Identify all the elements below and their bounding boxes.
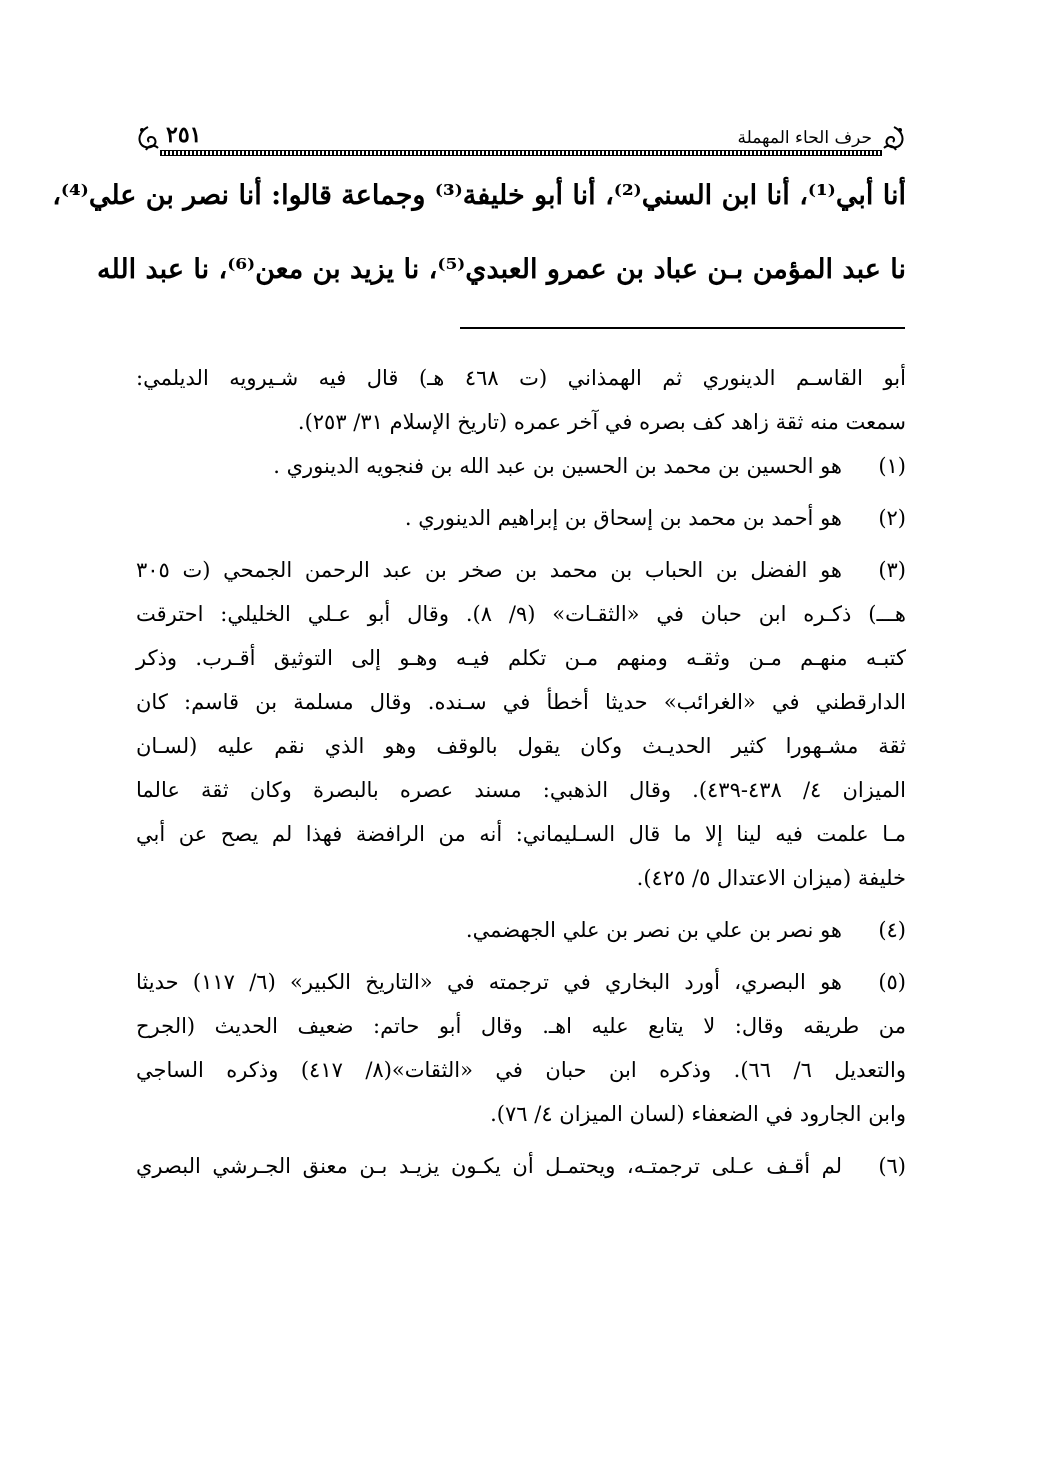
footnote-line: والتعديل ٦/ ٦٦). وذكره ابن حبان في «الثقات»(٨/ ٤١٧) وذكره الساجي	[136, 1058, 906, 1082]
footnote-line: هو الحسين بن محمد بن الحسين بن عبد الله بن فنجويه الدينوري .	[273, 454, 842, 478]
footnote-6	[136, 1144, 906, 1188]
section-title: حرف الحاء المهملة	[737, 128, 872, 148]
footnote-line: هو أحمد بن محمد بن إسحاق بن إبراهيم الدينوري .	[404, 506, 842, 530]
footnote-line: هو البصري، أورد البخاري في ترجمته في «التاريخ الكبير» (٦/ ١١٧) حديثا	[136, 970, 842, 994]
running-header	[140, 122, 902, 162]
footnote-number: (١)	[878, 454, 906, 478]
footnote-2	[136, 496, 906, 540]
footnote-4	[136, 908, 906, 952]
footnote-line: هو الفضل بن الحباب بن محمد بن صخر بن عبد الرحمن الجمحي (ت ٣٠٥	[136, 558, 842, 582]
footnote-number: (٤)	[878, 918, 906, 942]
footnote-line: ثقة مشـهورا كثير الحديـث وكان يقول بالوقف وهو الذي نقم عليه (لسـان	[136, 734, 906, 758]
footnote-1	[136, 444, 906, 488]
footnote-line: خليفة (ميزان الاعتدال ٥/ ٤٢٥).	[636, 866, 906, 890]
footnote-3	[136, 548, 906, 900]
footnote-line: لم أقـف عـلى ترجمتـه، ويحتمـل أن يكـون يزيـد بـن معنق الجـرشي البصري	[136, 1154, 842, 1178]
page-number: ٢٥١	[166, 122, 202, 148]
footnote-number: (٣)	[878, 558, 906, 582]
footnote-line: مـا علمت فيه لينا إلا ما قال السـليماني: أنه من الرافضة فهذا لم يصح عن أبي	[136, 822, 906, 846]
footnote-continuation-line: أبو القاسـم الدينوري ثم الهمذاني (ت ٤٦٨ هـ) قال فيه شـيرويه الديلمي:	[136, 366, 906, 390]
ornament-left-icon	[134, 124, 162, 152]
footnote-line: الدارقطني في «الغرائب» حديثا أخطأ في سـنده. وقال مسلمة بن قاسم: كان	[136, 690, 906, 714]
footnote-number: (٦)	[878, 1154, 906, 1178]
footnote-line: وابن الجارود في الضعفاء (لسان الميزان ٤/ ٧٦).	[490, 1102, 906, 1126]
footnote-continuation-line: سمعت منه ثقة زاهد كف بصره في آخر عمره (تاريخ الإسلام ٣١/ ٢٥٣).	[297, 410, 906, 434]
footnote-line: هـــ) ذكـره ابن حبان في «الثقـات» (٩/ ٨). وقال أبو عـلي الخليلي: احترقت	[136, 602, 906, 626]
footnote-line: كتبـه منهـم مـن وثقـه ومنهم مـن تكلم فيـه وهـو إلى التوثيق أقـرب. وذكر	[136, 646, 906, 670]
header-rule	[160, 150, 882, 156]
footnote-number: (٢)	[878, 506, 906, 530]
footnote-number: (٥)	[878, 970, 906, 994]
main-text-line: نا عبد المؤمن بـن عباد بن عمرو العبدي⁽⁵⁾، نا يزيد بن معن⁽⁶⁾، نا عبد الله	[96, 254, 906, 285]
footnote-line: الميزان ٤/ ٤٣٨-٤٣٩). وقال الذهبي: مسند عصره بالبصرة وكان ثقة عالما	[136, 778, 906, 802]
footnote-line: هو نصر بن علي بن نصر بن علي الجهضمي.	[465, 918, 842, 942]
footnote-line: من طريقه وقال: لا يتابع عليه اهـ. وقال أبو حاتم: ضعيف الحديث (الجرح	[136, 1014, 906, 1038]
footnote-5	[136, 960, 906, 1136]
footnote-separator	[460, 327, 905, 329]
ornament-right-icon	[880, 124, 908, 152]
footnotes	[136, 356, 906, 1188]
main-text	[52, 170, 906, 310]
main-text-line: أنا أبي⁽¹⁾، أنا ابن السني⁽²⁾، أنا أبو خليفة⁽³⁾ وجماعة قالوا: أنا نصر بن علي⁽⁴⁾،	[52, 180, 906, 211]
